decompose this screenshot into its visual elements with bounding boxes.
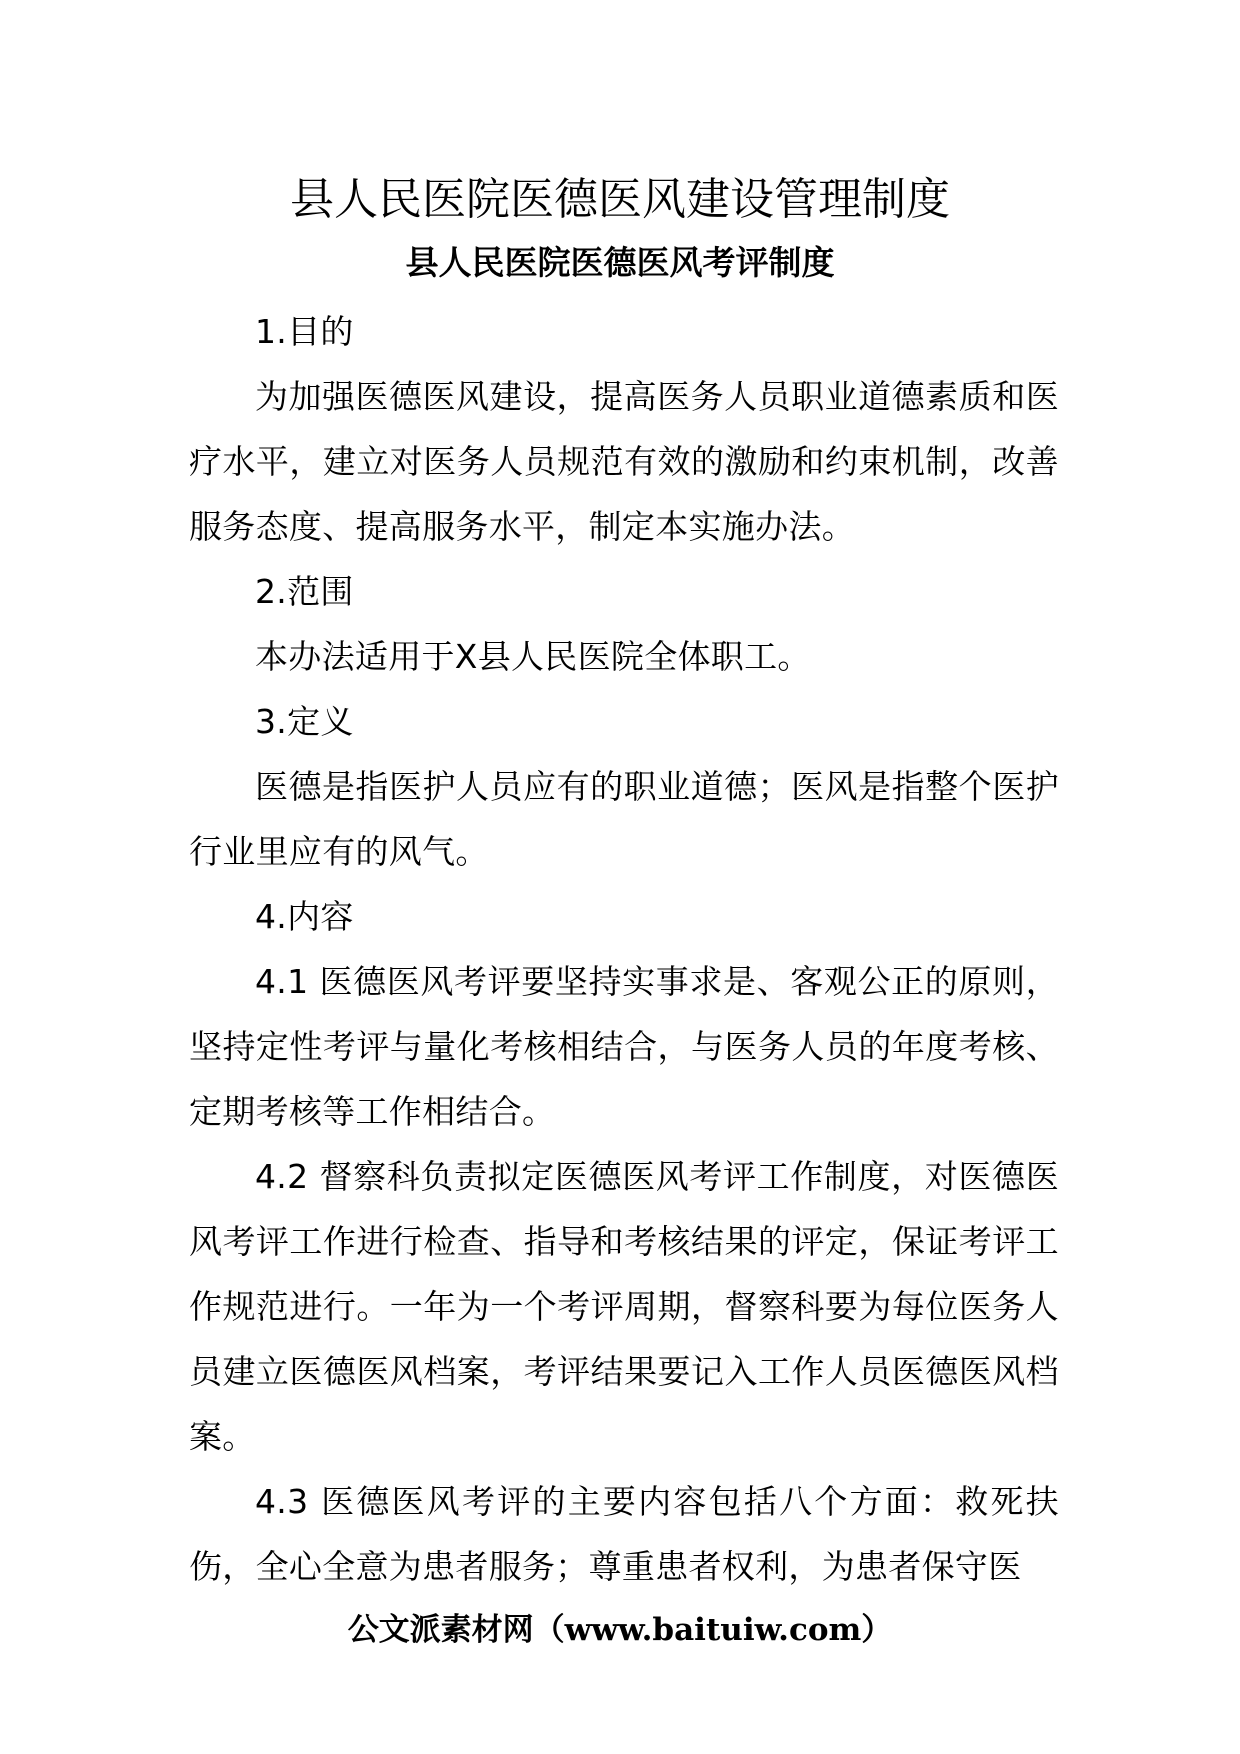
document-body <box>189 299 1059 1599</box>
document-title: 县人民医院医德医风建设管理制度 <box>290 174 950 225</box>
paragraph-4-1: 4.1 医德医风考评要坚持实事求是、客观公正的原则，坚持定性考评与量化考核相结合，与医务人员的年度考核、定期考核等工作相结合。 <box>189 962 1059 1131</box>
footer-watermark: 公文派素材网（www.baituiw.com） <box>347 1612 893 1648</box>
document-subtitle: 县人民医院医德医风考评制度 <box>405 243 835 282</box>
section-heading-purpose: 1.目的 <box>255 312 354 351</box>
paragraph-purpose: 为加强医德医风建设，提高医务人员职业道德素质和医疗水平，建立对医务人员规范有效的激励和约束机制，改善服务态度、提高服务水平，制定本实施办法。 <box>189 377 1059 546</box>
section-heading-content: 4.内容 <box>255 897 354 936</box>
section-heading-scope: 2.范围 <box>255 572 354 611</box>
paragraph-definition: 医德是指医护人员应有的职业道德；医风是指整个医护行业里应有的风气。 <box>189 767 1059 871</box>
paragraph-4-2: 4.2 督察科负责拟定医德医风考评工作制度，对医德医风考评工作进行检查、指导和考核结果的评定，保证考评工作规范进行。一年为一个考评周期，督察科要为每位医务人员建立医德医风档案，考评结果要记入工作人员医德医风档案。 <box>189 1157 1059 1456</box>
paragraph-4-3: 4.3 医德医风考评的主要内容包括八个方面：救死扶伤，全心全意为患者服务；尊重患者权利，为患者保守医 <box>189 1482 1059 1586</box>
paragraph-scope: 本办法适用于X县人民医院全体职工。 <box>255 637 811 676</box>
section-heading-definition: 3.定义 <box>255 702 354 741</box>
